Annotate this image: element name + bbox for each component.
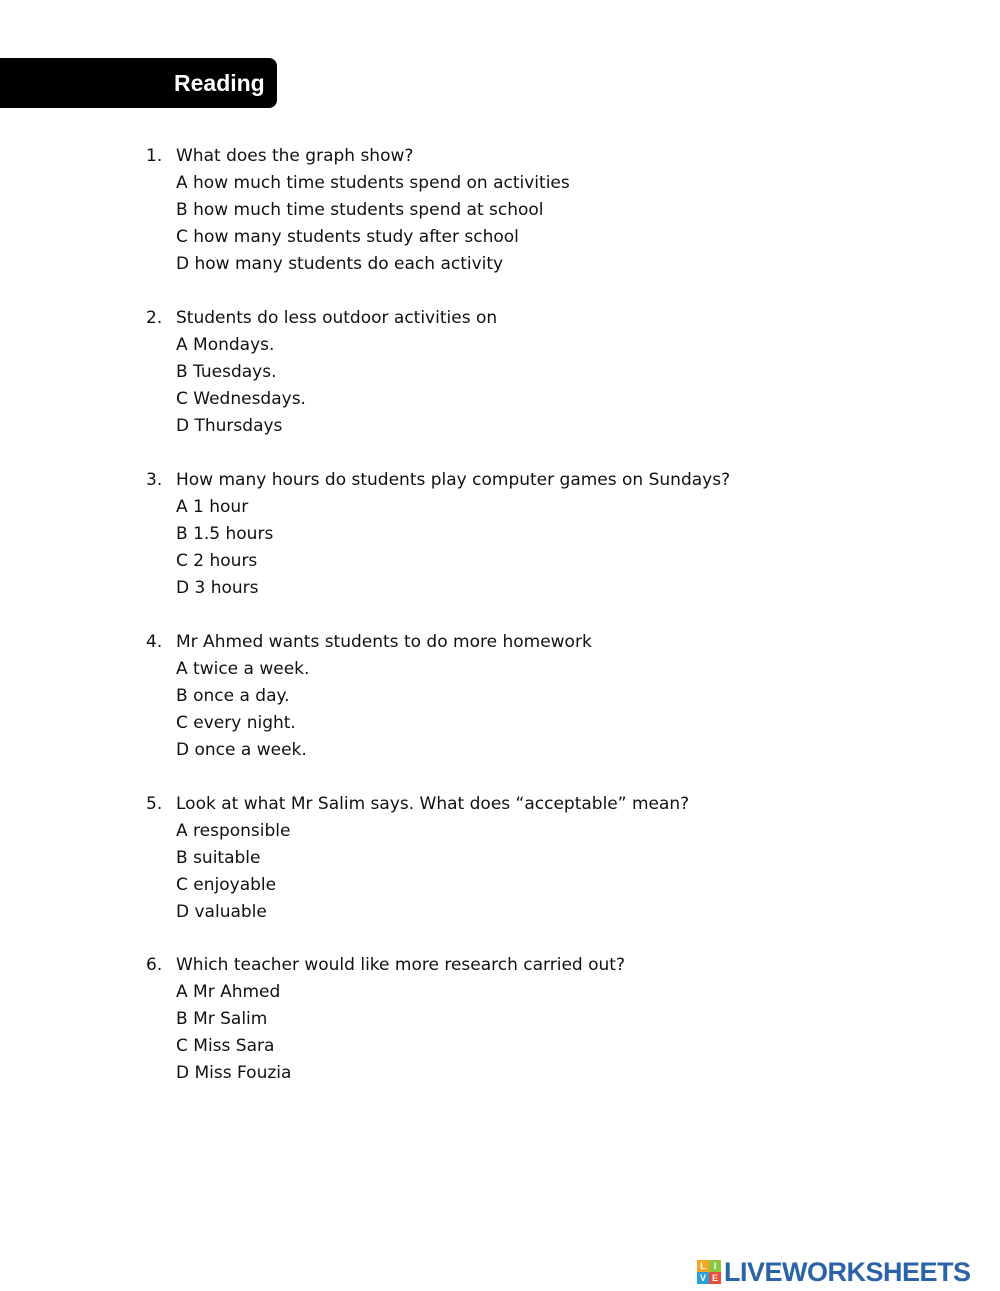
answer-option: B how much time students spend at school	[176, 200, 544, 220]
answer-option: B suitable	[176, 847, 261, 868]
logo-wordmark: LIVEWORKSHEETS	[724, 1257, 971, 1287]
answer-option: D 3 hours	[176, 577, 259, 598]
liveworksheets-logo-icon	[697, 1260, 721, 1284]
question-text: What does the graph show?	[176, 146, 414, 166]
section-header-tab	[0, 58, 277, 108]
answer-option: A 1 hour	[176, 496, 249, 517]
question	[146, 952, 906, 1087]
question-text: Students do less outdoor activities on	[176, 307, 498, 328]
question-number: 4.	[146, 631, 163, 652]
answer-option: A Mr Ahmed	[176, 982, 281, 1003]
question	[146, 629, 906, 764]
question-stem	[146, 952, 906, 979]
answer-option: B 1.5 hours	[176, 523, 274, 544]
answer-option: D how many students do each activity	[176, 254, 504, 274]
logo-badge-letter: I	[709, 1260, 721, 1272]
question-number: 5.	[146, 793, 163, 814]
answer-option: D valuable	[176, 901, 267, 922]
question-number: 2.	[146, 307, 163, 328]
question-number: 3.	[146, 469, 163, 490]
answer-option: A twice a week.	[176, 658, 310, 679]
answer-option: D once a week.	[176, 739, 307, 760]
answer-option: A Mondays.	[176, 334, 275, 355]
answer-option: C how many students study after school	[176, 227, 519, 247]
logo-badge-letter: V	[697, 1272, 709, 1284]
answer-option: C Miss Sara	[176, 1036, 275, 1057]
answer-option: D Miss Fouzia	[176, 1063, 292, 1084]
logo-badge-letter: E	[709, 1272, 721, 1284]
answer-option: A responsible	[176, 820, 291, 841]
question-number: 6.	[146, 955, 163, 976]
answer-option: B once a day.	[176, 685, 290, 706]
question	[146, 305, 906, 440]
question	[146, 467, 906, 602]
question	[146, 791, 906, 926]
answer-option: C 2 hours	[176, 550, 258, 571]
answer-option: A how much time students spend on activities	[176, 173, 570, 193]
question-text: Which teacher would like more research carried out?	[176, 955, 625, 976]
answer-option: C enjoyable	[176, 874, 277, 895]
answer-option: C Wednesdays.	[176, 388, 306, 409]
question-stem	[146, 791, 906, 818]
answer-option: B Tuesdays.	[176, 361, 277, 382]
question-stem	[146, 305, 906, 332]
question-number: 1.	[146, 146, 163, 166]
question-stem	[146, 629, 906, 656]
answer-option: C every night.	[176, 712, 296, 733]
question	[146, 143, 906, 278]
question-list	[146, 143, 906, 1114]
question-text: How many hours do students play computer games on Sundays?	[176, 469, 731, 490]
question-stem	[146, 467, 906, 494]
section-title: Reading	[174, 70, 265, 96]
question-text: Look at what Mr Salim says. What does “acceptable” mean?	[176, 793, 690, 814]
logo-badge-letter: L	[697, 1260, 709, 1272]
question-text: Mr Ahmed wants students to do more homework	[176, 631, 592, 652]
answer-option: B Mr Salim	[176, 1009, 268, 1030]
liveworksheets-logo	[697, 1258, 971, 1286]
answer-option: D Thursdays	[176, 415, 283, 436]
question-stem	[146, 143, 906, 170]
